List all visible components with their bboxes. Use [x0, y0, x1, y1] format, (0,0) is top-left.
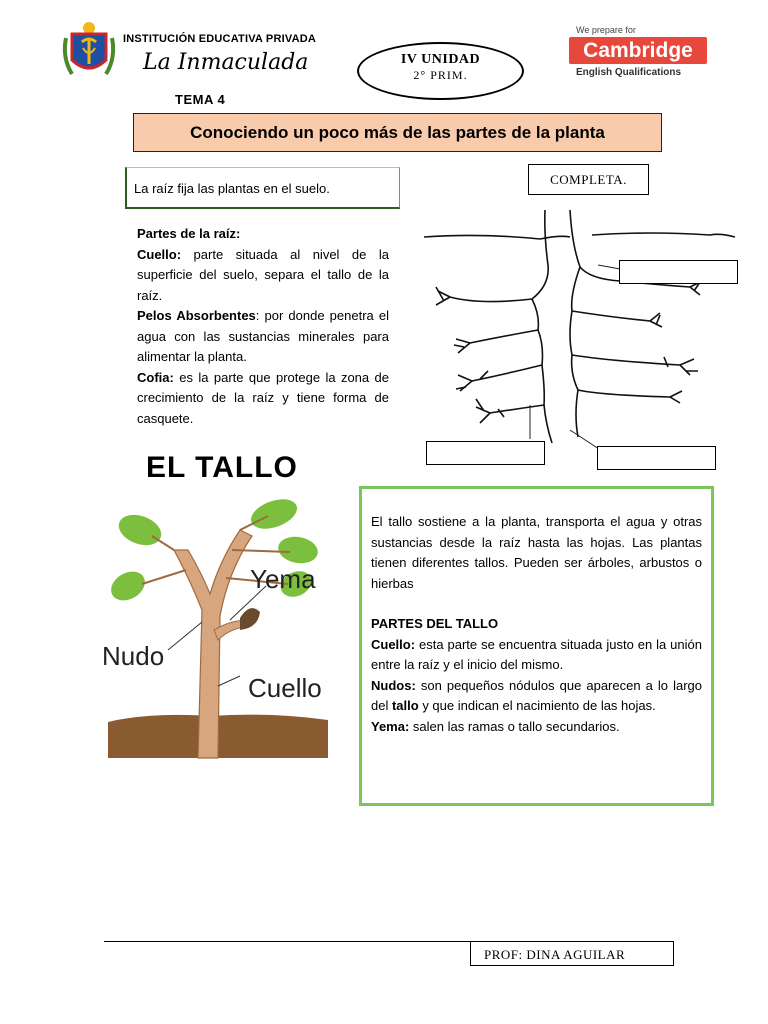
tallo-heading: EL TALLO — [146, 451, 298, 484]
cambridge-tagline: We prepare for — [576, 25, 636, 35]
root-parts-text — [137, 224, 389, 429]
root-blank-3[interactable] — [597, 446, 716, 470]
nudo-label: Nudo — [102, 641, 165, 671]
unit-badge — [357, 42, 524, 100]
plant-illustration — [90, 490, 340, 765]
footer-divider — [104, 941, 477, 942]
nudos-text-a: son pequeños nódulos que aparecen a lo largo del — [371, 677, 702, 713]
yema-text-label: Yema: — [371, 718, 410, 734]
tallo-cuello-label: Cuello: — [371, 636, 416, 652]
nudos-label: Nudos: — [371, 677, 416, 693]
cofia-text: es la parte que protege la zona de crecimiento de la raíz y tiene forma de casquete. — [137, 369, 389, 426]
root-blank-2[interactable] — [426, 441, 545, 465]
tallo-intro: El tallo sostiene a la planta, transporta el agua y otras sustancias desde la raíz hasta las hojas. Las plantas tienen diferentes tallos. Pueden ser árboles, arbustos o hierbas — [371, 514, 702, 591]
school-name: La Inmaculada — [143, 50, 309, 75]
completa-label: COMPLETA. — [528, 164, 649, 195]
yema-text: salen las ramas o tallo secundarios. — [409, 718, 620, 734]
pelos-text: : por donde penetra el agua con las sustancias minerales para alimentar la planta. — [137, 308, 389, 364]
yema-label: Yema — [250, 564, 316, 594]
tallo-cuello-text: esta parte se encuentra situada justo en la unión entre la raíz y el inicio del mismo. — [371, 636, 702, 672]
cuello-text: parte situada al nivel de la superficie del suelo, separa el tallo de la raíz. — [137, 246, 389, 303]
cambridge-logo: Cambridge — [569, 37, 707, 64]
tema-label: TEMA 4 — [175, 92, 226, 107]
root-intro-box: La raíz fija las plantas en el suelo. — [125, 167, 400, 209]
teacher-name: PROF: DINA AGUILAR — [470, 941, 674, 966]
school-crest-logo — [58, 18, 120, 80]
grade-label: 2° PRIM. — [413, 68, 468, 82]
nudos-text-b: y que indican el nacimiento de las hojas. — [418, 698, 656, 713]
page-title: Conociendo un poco más de las partes de la planta — [133, 113, 662, 152]
cuello-plant-label: Cuello — [248, 673, 322, 703]
cambridge-subtitle: English Qualifications — [576, 67, 682, 78]
unit-label: IV UNIDAD — [400, 52, 481, 67]
root-diagram — [420, 205, 740, 475]
tallo-parts-heading: PARTES DEL TALLO — [371, 616, 499, 631]
root-blank-1[interactable] — [619, 260, 738, 284]
nudos-bold: tallo — [391, 698, 419, 713]
school-type: INSTITUCIÓN EDUCATIVA PRIVADA — [123, 33, 317, 45]
tallo-text — [371, 512, 702, 737]
pelos-label: Pelos Absorbentes — [137, 308, 256, 323]
cuello-label: Cuello: — [137, 246, 182, 262]
cofia-label: Cofia: — [137, 369, 174, 385]
root-parts-heading: Partes de la raíz: — [137, 226, 241, 241]
